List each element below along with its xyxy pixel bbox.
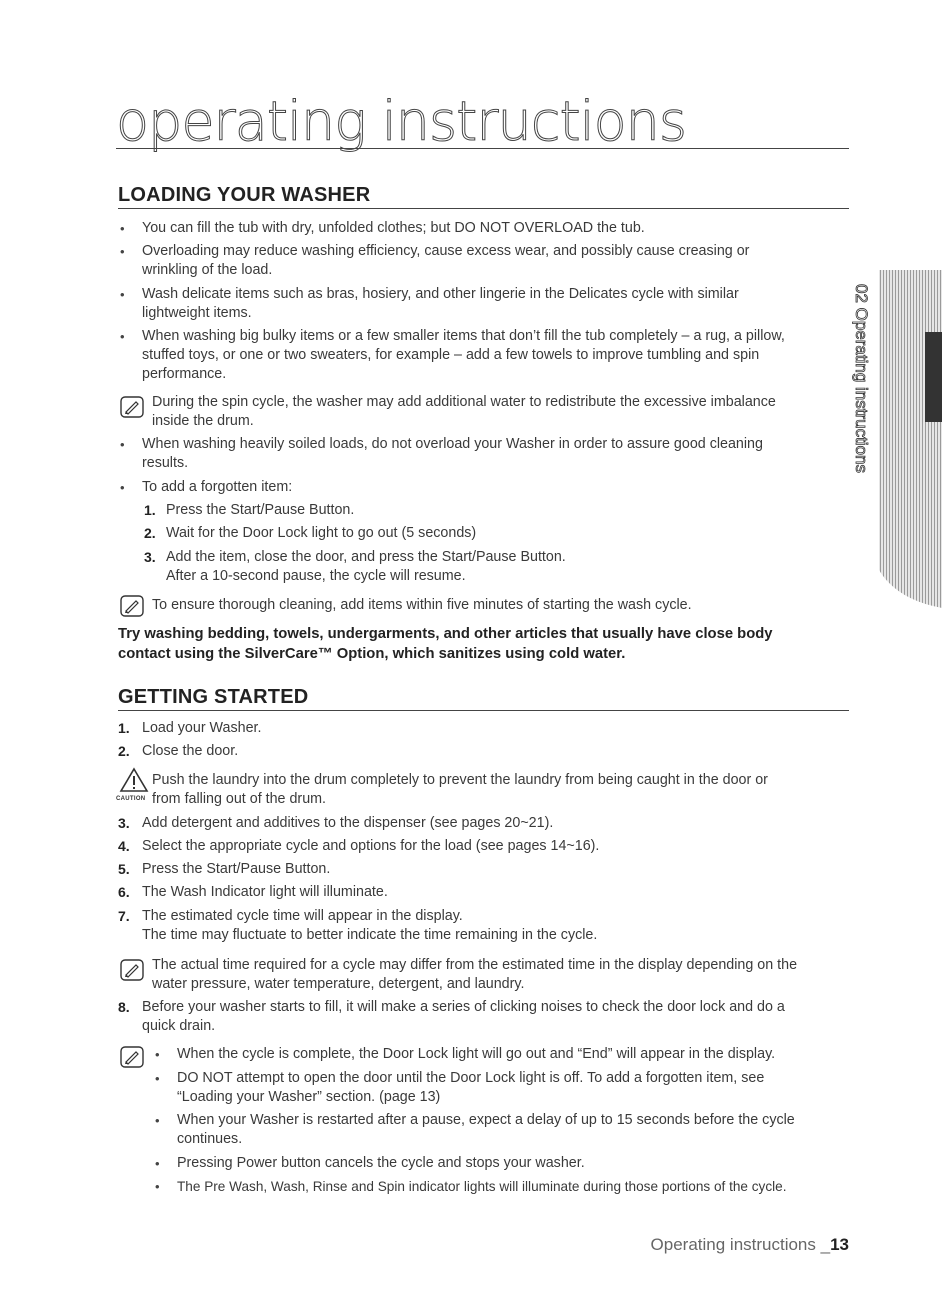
note-text: To ensure thorough cleaning, add items within five minutes of starting the wash cycle. — [152, 597, 692, 613]
note-list-item: When the cycle is complete, the Door Lock light will go out and “End” will appear in the display. — [177, 1046, 776, 1062]
step-number: 2. — [144, 525, 156, 541]
bullet-icon: • — [155, 1156, 160, 1171]
note-list-item: “Loading your Washer” section. (page 13) — [177, 1089, 441, 1105]
bullet-icon: • — [120, 244, 125, 259]
step-text: Press the Start/Pause Button. — [142, 861, 331, 877]
caution-icon — [117, 767, 151, 797]
note-list-item: Pressing Power button cancels the cycle and stops your washer. — [177, 1155, 585, 1171]
note-list-item: DO NOT attempt to open the door until the Door Lock light is off. To add a forgotten item, see — [177, 1070, 765, 1086]
note-icon — [120, 595, 144, 617]
step-text: Wait for the Door Lock light to go out (5 seconds) — [166, 525, 477, 541]
step-text: The time may fluctuate to better indicate the time remaining in the cycle. — [142, 927, 598, 943]
side-tab-label: 02 Operating instructions — [852, 284, 871, 473]
note-icon — [120, 959, 144, 981]
note-list-item: continues. — [177, 1131, 243, 1147]
section-heading-started: GETTING STARTED — [118, 686, 309, 708]
section-rule-started — [118, 710, 849, 711]
list-item: Overloading may reduce washing efficiency, cause excess wear, and possibly cause creasing or — [142, 243, 750, 259]
note-text: The actual time required for a cycle may differ from the estimated time in the display depending on the — [152, 957, 798, 973]
step-text: Add the item, close the door, and press the Start/Pause Button. — [166, 549, 566, 565]
caution-label: CAUTION — [116, 796, 146, 802]
step-number: 1. — [144, 502, 156, 518]
section-heading-loading: LOADING YOUR WASHER — [118, 184, 371, 206]
bullet-icon: • — [155, 1047, 160, 1062]
note-icon — [120, 396, 144, 418]
step-text: Press the Start/Pause Button. — [166, 502, 355, 518]
list-item: wrinkling of the load. — [142, 262, 273, 278]
title-rule — [116, 148, 849, 149]
list-item: When washing big bulky items or a few smaller items that don’t fill the tub completely – a rug, a pillow, — [142, 328, 785, 344]
list-item: results. — [142, 455, 189, 471]
step-number: 5. — [118, 861, 130, 877]
bullet-icon: • — [120, 437, 125, 452]
step-text: Load your Washer. — [142, 720, 262, 736]
bullet-icon: • — [155, 1179, 160, 1194]
note-text: During the spin cycle, the washer may add additional water to redistribute the excessive imbalance — [152, 394, 776, 410]
step-text: quick drain. — [142, 1018, 216, 1034]
step-text: The estimated cycle time will appear in the display. — [142, 908, 463, 924]
page-number: 13 — [830, 1235, 849, 1254]
bullet-icon: • — [120, 221, 125, 236]
list-item: performance. — [142, 366, 227, 382]
bullet-icon: • — [120, 329, 125, 344]
note-list-item: When your Washer is restarted after a pause, expect a delay of up to 15 seconds before the cycle — [177, 1112, 795, 1128]
tip-text: contact using the SilverCare™ Option, which sanitizes using cold water. — [118, 646, 626, 662]
step-number: 4. — [118, 838, 130, 854]
step-text: The Wash Indicator light will illuminate. — [142, 884, 388, 900]
step-number: 6. — [118, 884, 130, 900]
list-item: Wash delicate items such as bras, hosiery, and other lingerie in the Delicates cycle with similar — [142, 286, 739, 302]
bullet-icon: • — [155, 1071, 160, 1086]
note-list-item: The Pre Wash, Wash, Rinse and Spin indicator lights will illuminate during those portions of the cycle. — [177, 1179, 787, 1194]
step-number: 1. — [118, 720, 130, 736]
note-icon — [120, 1046, 144, 1068]
bullet-icon: • — [120, 480, 125, 495]
step-text: Close the door. — [142, 743, 239, 759]
step-number: 3. — [144, 549, 156, 565]
page-footer — [651, 1235, 849, 1255]
step-number: 8. — [118, 999, 130, 1015]
list-item: lightweight items. — [142, 305, 252, 321]
step-text: Select the appropriate cycle and options for the load (see pages 14~16). — [142, 838, 600, 854]
note-text: inside the drum. — [152, 413, 254, 429]
section-rule-loading — [118, 208, 849, 209]
list-item: To add a forgotten item: — [142, 479, 293, 495]
list-item: You can fill the tub with dry, unfolded clothes; but DO NOT OVERLOAD the tub. — [142, 220, 645, 236]
bullet-icon: • — [155, 1113, 160, 1128]
footer-label: Operating instructions _ — [650, 1235, 831, 1254]
note-text: water pressure, water temperature, detergent, and laundry. — [152, 976, 525, 992]
step-text: Before your washer starts to fill, it will make a series of clicking noises to check the door lock and do a — [142, 999, 785, 1015]
step-text: Add detergent and additives to the dispenser (see pages 20~21). — [142, 815, 554, 831]
step-text: After a 10-second pause, the cycle will resume. — [166, 568, 466, 584]
step-number: 7. — [118, 908, 130, 924]
bullet-icon: • — [120, 287, 125, 302]
tip-text: Try washing bedding, towels, undergarments, and other articles that usually have close body — [118, 626, 773, 642]
list-item: When washing heavily soiled loads, do not overload your Washer in order to assure good cleaning — [142, 436, 763, 452]
step-number: 2. — [118, 743, 130, 759]
side-tab-background — [877, 270, 942, 608]
caution-text: Push the laundry into the drum completely to prevent the laundry from being caught in the door or — [152, 772, 768, 788]
page-title: operating instructions — [116, 90, 687, 153]
step-number: 3. — [118, 815, 130, 831]
caution-text: from falling out of the drum. — [152, 791, 327, 807]
list-item: stuffed toys, or one or two sweaters, for example – add a few towels to improve tumbling and spin — [142, 347, 760, 363]
